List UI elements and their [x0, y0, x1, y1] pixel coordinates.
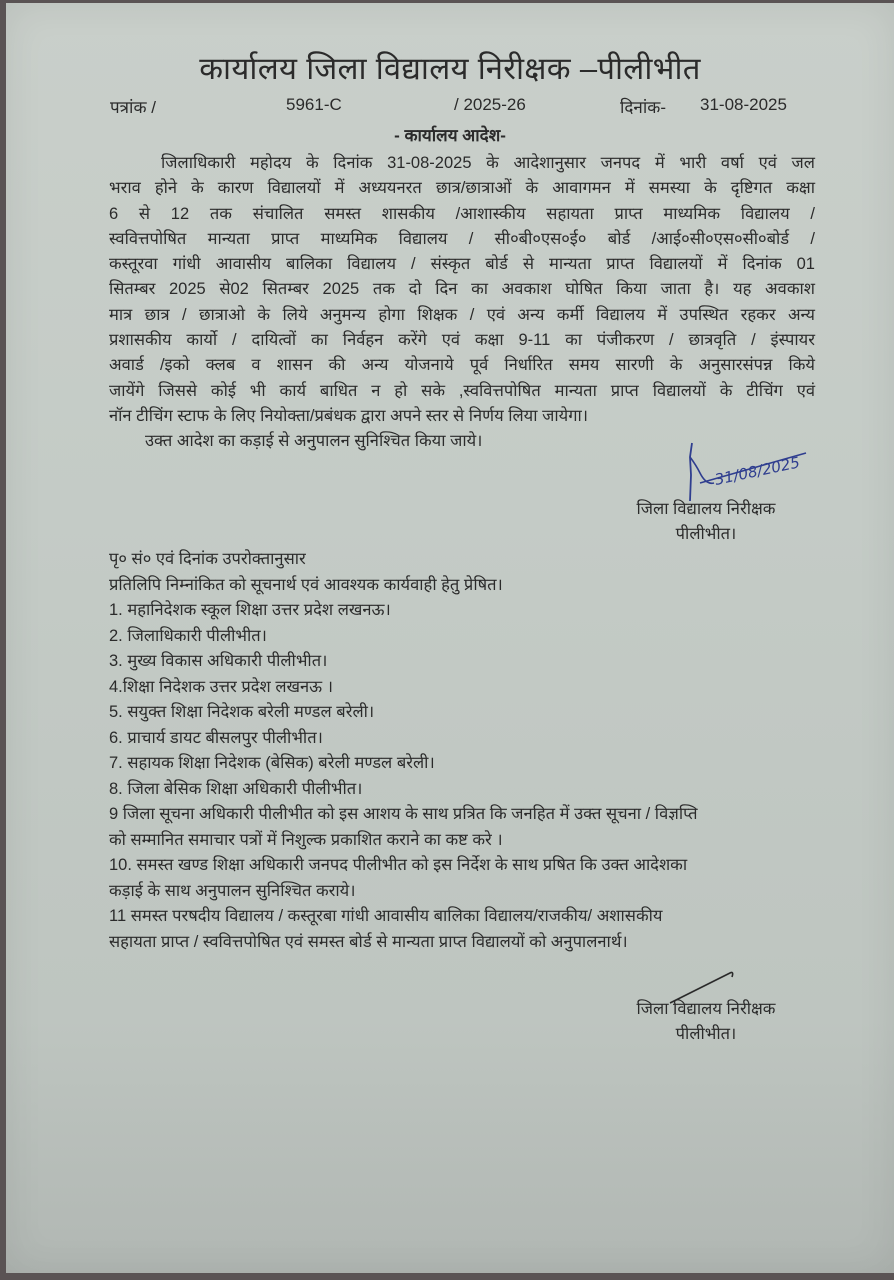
recipient-item-9: 9 जिला सूचना अधिकारी पीलीभीत को इस आशय के साथ प्रत्रित कि जनहित में उक्त सूचना / विज्ञप्ति [109, 805, 698, 823]
order-line: नॉन टीचिंग स्टाफ के लिए नियोक्ता/प्रबंधक द्वारा अपने स्तर से निर्णय लिया जायेगा। [109, 406, 589, 425]
order-line: जिलाधिकारी महोदय के दिनांक 31-08-2025 के आदेशानुसार जनपद में भारी वर्षा एवं जल [161, 154, 815, 172]
recipient-item: 1. महानिदेशक स्कूल शिक्षा उत्तर प्रदेश लखनऊ। [109, 601, 391, 619]
reference-label: पत्रांक / [110, 98, 156, 117]
recipient-item-10: 10. समस्त खण्ड शिक्षा अधिकारी जनपद पीलीभीत को इस निर्देश के साथ प्रषित कि उक्त आदेशका [109, 856, 688, 874]
signatory-place: पीलीभीत। [675, 1025, 737, 1043]
date-label: दिनांक- [620, 98, 666, 117]
copy-intro: प्रतिलिपि निम्नांकित को सूचनार्थ एवं आवश्यक कार्यवाही हेतु प्रेषित। [109, 575, 503, 594]
recipient-item: 8. जिला बेसिक शिक्षा अधिकारी पीलीभीत। [109, 779, 363, 798]
recipient-item: 7. सहायक शिक्षा निदेशक (बेसिक) बरेली मण्डल बरेली। [109, 754, 435, 772]
signatory-place: पीलीभीत। [675, 525, 737, 543]
order-line: सितम्बर 2025 से02 सितम्बर 2025 तक दो दिन का अवकाश घोषित किया जाता है। यह अवकाश [109, 280, 815, 299]
order-body [109, 151, 815, 455]
signatory-designation: जिला विद्यालय निरीक्षक [636, 1000, 776, 1018]
order-line: कस्तूरवा गांधी आवासीय बालिका विद्यालय / संस्कृत बोर्ड से मान्यता प्राप्त विद्यालयों में दिनांक 01 [109, 255, 815, 274]
compliance-line: उक्त आदेश का कड़ाई से अनुपालन सुनिश्चित किया जाये। [145, 432, 483, 451]
signature-block-2 [606, 997, 806, 1047]
reference-number: 5961-C [286, 95, 342, 114]
order-line: जायेंगे जिससे कोई भी कार्य बाधित न हो सके ,स्ववित्तपोषित मान्यता प्राप्त विद्यालयों के टीचिंग एवं [109, 381, 815, 400]
signatory-designation: जिला विद्यालय निरीक्षक [636, 500, 776, 518]
copy-section [109, 547, 815, 955]
order-line: 6 से 12 तक संचालित समस्त शासकीय /आशास्कीय सहायता प्राप्त माध्यमिक विद्यालय / [109, 204, 815, 223]
order-line: मात्र छात्र / छात्राओ के लिये अनुमन्य होगा शिक्षक / एवं अन्य कर्मी विद्यालय में उपस्थित रहकर अन्य [109, 305, 815, 324]
handwritten-date: 31/08/2025 [713, 453, 802, 489]
recipient-item: 3. मुख्य विकास अधिकारी पीलीभीत। [109, 652, 328, 670]
order-line: भराव होने के कारण विद्यालयों में अध्ययनरत छात्र/छात्राओं के आवागमन में समस्या के दृष्टिगत कक्षा [109, 179, 815, 198]
recipient-item-11: 11 समस्त परषदीय विद्यालय / कस्तूरबा गांधी आवासीय बालिका विद्यालय/राजकीय/ अशासकीय [109, 907, 663, 925]
order-date: 31-08-2025 [700, 95, 787, 114]
recipient-item: 4.शिक्षा निदेशक उत्तर प्रदेश लखनऊ । [109, 677, 333, 696]
recipient-item: 6. प्राचार्य डायट बीसलपुर पीलीभीत। [109, 728, 323, 747]
order-subheading: - कार्यालय आदेश- [394, 126, 506, 145]
recipient-item: 2. जिलाधिकारी पीलीभीत। [109, 626, 267, 645]
recipient-item-11-cont: सहायता प्राप्त / स्ववित्तपोषित एवं समस्त बोर्ड से मान्यता प्राप्त विद्यालयों को अनुपालनार्थ। [109, 932, 628, 951]
recipient-item-9-cont: को सम्मानित समाचार पत्रों में निशुल्क प्रकाशित कराने का कष्ट करे । [109, 830, 503, 849]
copy-reference: पृ० सं० एवं दिनांक उपरोक्तानुसार [109, 550, 306, 568]
office-title: कार्यालय जिला विद्यालय निरीक्षक –पीलीभीत [199, 51, 701, 86]
document-page [6, 3, 894, 1273]
order-line: स्ववित्तपोषित मान्यता प्राप्त माध्यमिक विद्यालय / सी०बी०एस०ई० बोर्ड /आई०सी०एस०सी०बोर्ड / [109, 229, 815, 248]
recipient-item: 5. सयुक्त शिक्षा निदेशक बरेली मण्डल बरेली। [109, 703, 375, 721]
signature-block-1 [606, 497, 806, 547]
order-line: अवार्ड /इको क्लब व शासन की अन्य योजनाये पूर्व निर्धारित समय सारणी के अनुसारसंपन्न किये [109, 356, 815, 375]
order-line: प्रशासकीय कार्यो / दायित्वों का निर्वहन करेंगे एवं कक्षा 9-11 का पंजीकरण / छात्रवृति / इंस्पायर [109, 331, 815, 350]
reference-session: / 2025-26 [454, 95, 526, 114]
recipient-item-10-cont: कड़ाई के साथ अनुपालन सुनिश्चित कराये। [109, 881, 356, 900]
